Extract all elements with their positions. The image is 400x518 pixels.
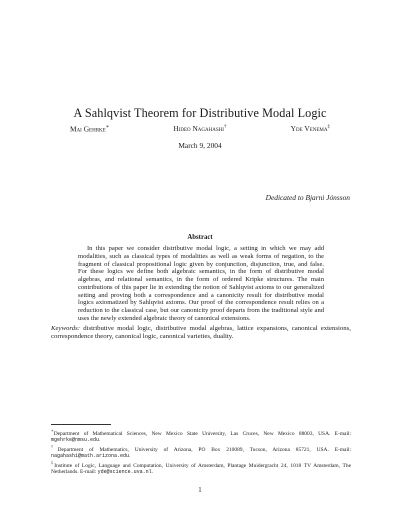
- paper-title: A Sahlqvist Theorem for Distributive Modal Logic: [73, 106, 327, 120]
- keywords: [51, 325, 351, 341]
- footnote-gehrke: ∗Department of Mathematical Sciences, New Mexico State University, Las Cruces, New Mexico 88003, USA. E-mail: mgehrke@nmsu.edu.: [51, 428, 351, 444]
- email-link[interactable]: nagahashi@math.arizona.edu: [51, 453, 130, 460]
- author-venema: Yde Venema‡: [290, 124, 330, 133]
- keywords-text: distributive modal logic, distributive modal algebras, lattice expansions, canonical extensions, correspondence theory, canonical logic, canonical varieties, duality.: [51, 325, 351, 341]
- footnote-nagahashi: †Department of Mathematics, University of Arizona, PO Box 210089, Tucson, Arizona 85721, USA. E-mail: nagahashi@math.arizona.edu.: [51, 443, 352, 460]
- abstract-body: In this paper we consider distributive modal logic, a setting in which we may add modalities, such as classical types of modalities as well as weak forms of negation, to the fragment of classical propositional logic given by conjunction, disjunction, true, and false. For these logics we define both algebraic semantics, in the form of distributive modal algebras, and relational semantics, in the form of ordered Kripke structures. The main contributions of this paper lie in extending the notion of Sahlqvist axioms to our generalized setting and proving both a correspondence and a canonicity result for distributive modal logics axiomatized by Sahlqvist axioms. Our proof of the correspondence result relies on a reduction to the classical case, but our canonicity proof departs from the traditional style and uses the newly extended algebraic theory of canonical extensions.: [78, 245, 324, 322]
- author-nagahashi: Hideo Nagahashi†: [173, 124, 227, 133]
- footnote-venema: ‡Institute of Logic, Language and Computation, University of Amsterdam, Plantage Muidergracht 24, 1018 TV Amsterdam, The Netherlands. E-mail: yde@science.uva.nl.: [51, 459, 352, 475]
- abstract-heading: Abstract: [187, 234, 213, 241]
- dedication: Dedicated to Bjarni Jónsson: [265, 193, 350, 202]
- email-link[interactable]: mgehrke@nmsu.edu: [51, 437, 100, 444]
- page-number: 1: [198, 487, 202, 494]
- author-gehrke: Mai Gehrke∗: [70, 124, 110, 134]
- footnote-rule: [51, 424, 111, 425]
- keywords-label: Keywords:: [51, 325, 80, 332]
- paper-date: March 9, 2004: [178, 141, 222, 150]
- footnotes: [51, 428, 351, 475]
- email-link[interactable]: yde@science.uva.nl: [97, 468, 152, 475]
- author-list: [70, 124, 330, 133]
